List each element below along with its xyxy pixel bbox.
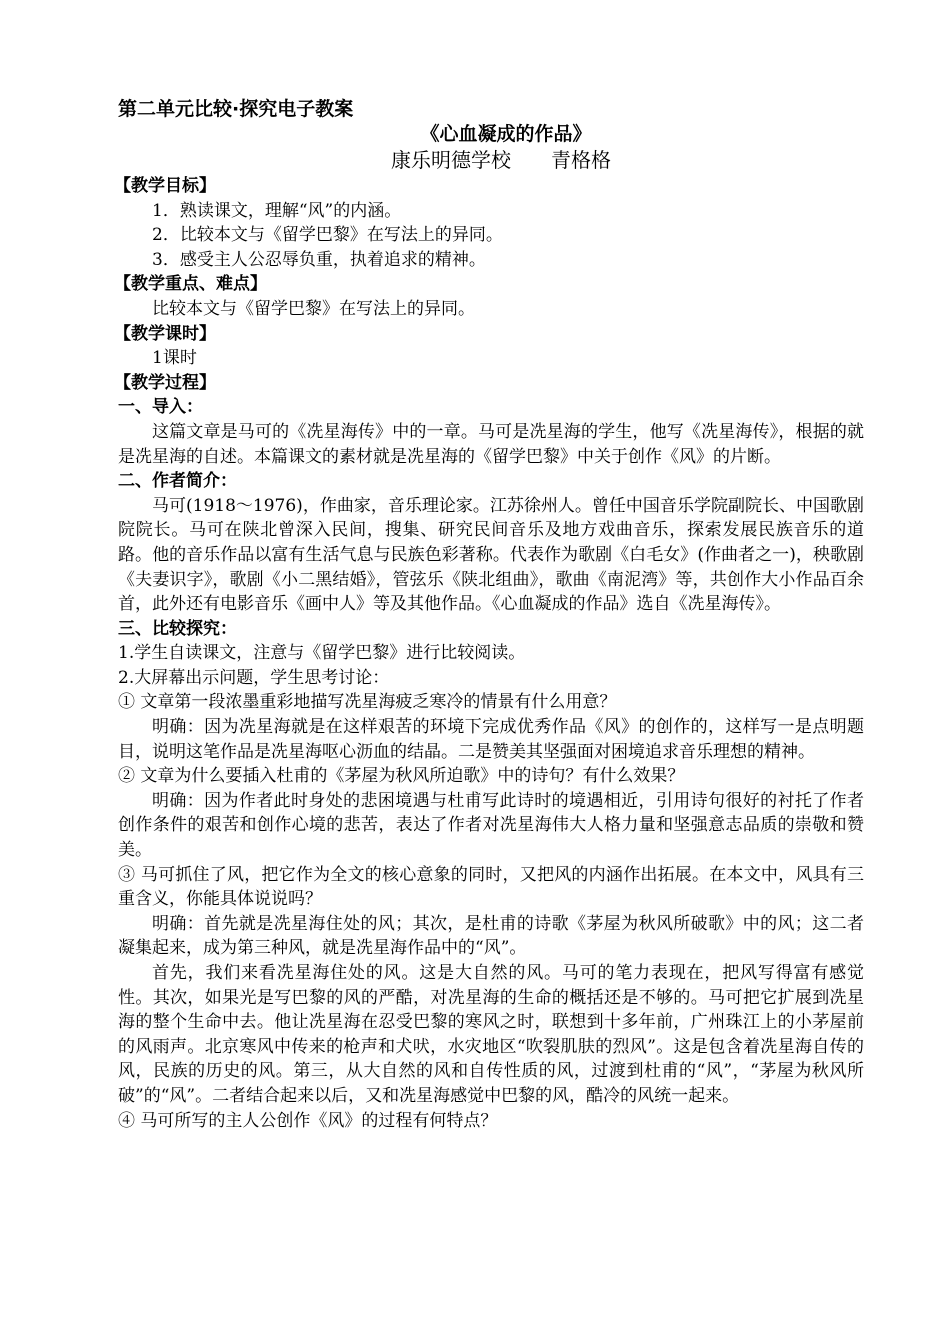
hours-text: 1课时 [152, 348, 197, 369]
step-2: 2.大屏幕出示问题，学生思考讨论： [118, 667, 390, 688]
question-1: ① 文章第一段浓墨重彩地描写冼星海疲乏寒冷的情景有什么用意？ [118, 692, 617, 713]
intro-paragraph: 这篇文章是马可的《冼星海传》中的一章。马可是冼星海的学生，他写《冼星海传》，根据的就是冼星海的自述。本篇课文的素材就是冼星海的《留学巴黎》中关于创作《风》的片断。 [118, 421, 864, 467]
document-title: 第二单元比较·探究电子教案 [118, 98, 354, 120]
teacher-name: 青格格 [551, 148, 611, 172]
document-page [114, 96, 864, 1133]
step-1: 1.学生自读课文，注意与《留学巴黎》进行比较阅读。 [118, 643, 526, 664]
objective-item-1: 1．熟读课文，理解“风”的内涵。 [152, 200, 402, 221]
author-line [118, 146, 864, 174]
question-4: ④ 马可所写的主人公创作《风》的过程有何特点？ [118, 1110, 498, 1131]
question-3: ③ 马可抓住了风，把它作为全文的核心意象的同时，又把风的内涵作出拓展。在本文中，风具有三重含义，你能具体说说吗？ [118, 864, 864, 910]
school-name: 康乐明德学校 [391, 148, 511, 172]
hours-heading: 【教学课时】 [114, 323, 216, 344]
question-2: ② 文章为什么要插入杜甫的《茅屋为秋风所迫歌》中的诗句？有什么效果？ [118, 766, 685, 787]
objective-item-3: 3．感受主人公忍辱负重，执着追求的精神。 [152, 249, 486, 270]
process-heading: 【教学过程】 [114, 372, 216, 393]
author-paragraph: 马可(1918～1976)，作曲家，音乐理论家。江苏徐州人。曾任中国音乐学院副院长、中国歌剧院院长。马可在陕北曾深入民间，搜集、研究民间音乐及地方戏曲音乐，探索发展民族音乐的道路。他的音乐作品以富有生活气息与民族色彩著称。代表作为歌剧《白毛女》(作曲者之一)，秧歌剧《夫妻识字》，歌剧《小二黑结婚》，管弦乐《陕北组曲》，歌曲《南泥湾》等，共创作大小作品百余首，此外还有电影音乐《画中人》等及其他作品。《心血凝成的作品》选自《冼星海传》。 [118, 495, 864, 615]
objectives-heading: 【教学目标】 [114, 176, 216, 196]
objective-item-2: 2．比较本文与《留学巴黎》在写法上的异同。 [152, 225, 503, 246]
lesson-subtitle: 《心血凝成的作品》 [420, 123, 592, 145]
answer-1: 明确：因为冼星海就是在这样艰苦的环境下完成优秀作品《风》的创作的，这样写一是点明题目，说明这笔作品是冼星海呕心沥血的结晶。二是赞美其坚强面对困境追求音乐理想的精神。 [118, 717, 864, 762]
focus-heading: 【教学重点、难点】 [114, 274, 267, 295]
answer-3-detail: 首先，我们来看冼星海住处的风。这是大自然的风。马可的笔力表现在，把风写得富有感觉性。其次，如果光是写巴黎的风的严酷，对冼星海的生命的概括还是不够的。马可把它扩展到冼星海的整个生命中去。他让冼星海在忍受巴黎的寒风之时，联想到十多年前，广州珠江上的小茅屋前的风雨声。北京寒风中传来的枪声和犬吠，水灾地区“吹裂肌肤的烈风”。这是包含着冼星海自传的风，民族的历史的风。第三，从大自然的风和自传性质的风，过渡到杜甫的“风”，“茅屋为秋风所破”的“风”。二者结合起来以后，又和冼星海感觉中巴黎的风，酷冷的风统一起来。 [118, 963, 864, 1106]
answer-3: 明确：首先就是冼星海住处的风；其次，是杜甫的诗歌《茅屋为秋风所破歌》中的风；这二者凝集起来，成为第三种风，就是冼星海作品中的“风”。 [118, 913, 864, 959]
intro-heading: 一、导入： [118, 397, 203, 418]
answer-2: 明确：因为作者此时身处的悲困境遇与杜甫写此诗时的境遇相近，引用诗句很好的衬托了作者创作条件的艰苦和创作心境的悲苦，表达了作者对冼星海伟大人格力量和坚强意志品质的崇敬和赞美。 [118, 790, 864, 861]
author-heading: 二、作者简介： [118, 471, 237, 492]
focus-text: 比较本文与《留学巴黎》在写法上的异同。 [152, 298, 475, 319]
compare-heading: 三、比较探究： [118, 618, 237, 639]
